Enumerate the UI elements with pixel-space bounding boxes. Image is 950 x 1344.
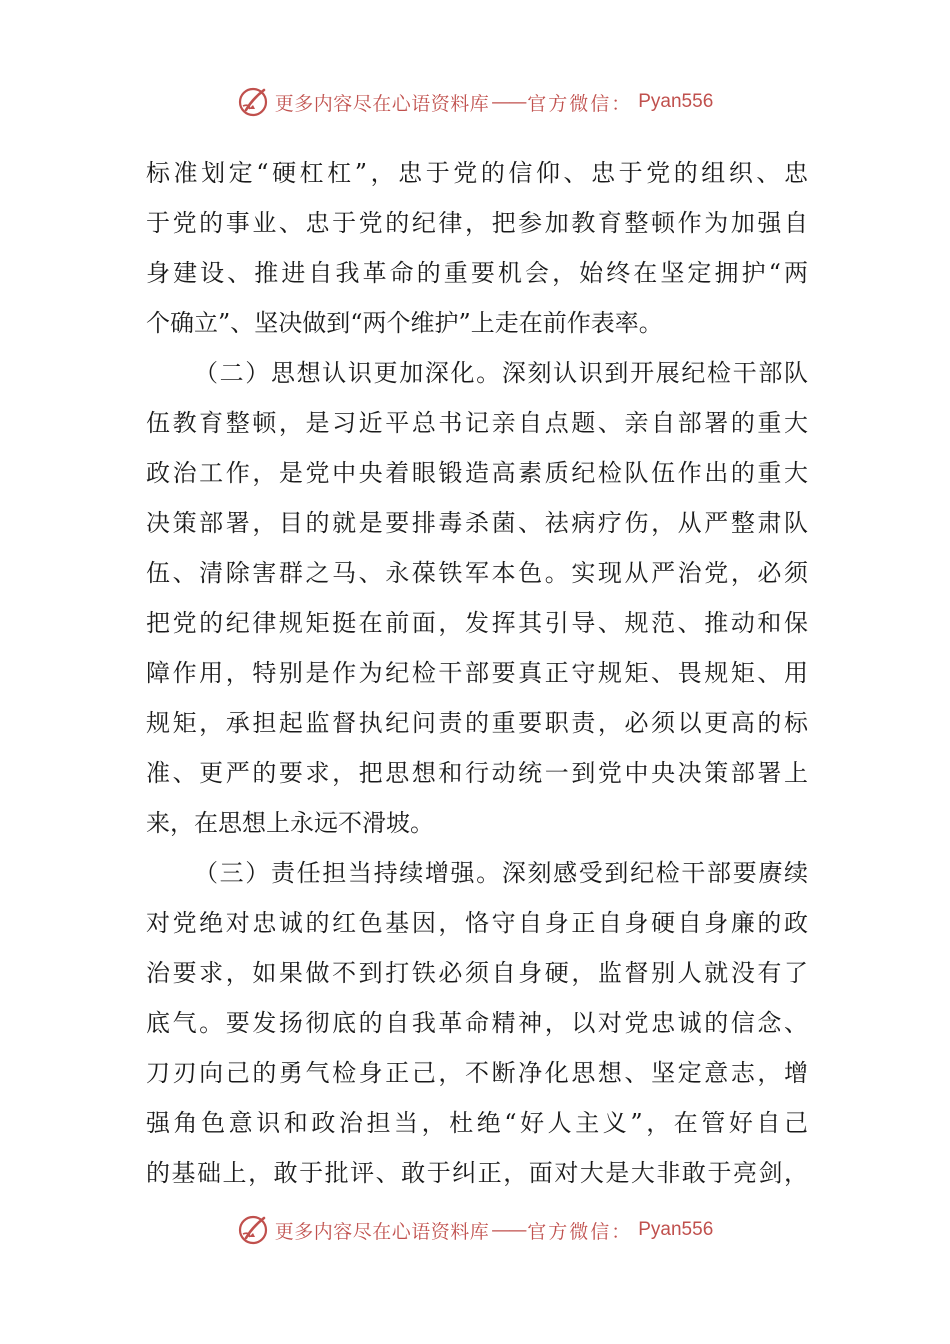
text-line: 标准划定“硬杠杠”，忠于党的信仰、忠于党的组织、忠 <box>146 159 808 187</box>
text-line: 规矩，承担起监督执纪问责的重要职责，必须以更高的标 <box>146 709 808 737</box>
text-line: 底气。要发扬彻底的自我革命精神，以对党忠诚的信念、 <box>146 1009 808 1037</box>
banner-site-text: 更多内容尽在心语资料库 <box>274 92 490 115</box>
text-line: 身建设、推进自我革命的重要机会，始终在坚定拥护“两 <box>146 259 808 287</box>
text-line: 对党绝对忠诚的红色基因，恪守自身正自身硬自身廉的政 <box>146 909 808 937</box>
text-line: 个确立”、坚决做到“两个维护”上走在前作表率。 <box>146 309 663 337</box>
text-line: 伍、清除害群之马、永葆铁军本色。实现从严治党，必须 <box>146 559 808 587</box>
paragraph-heading-line: （三）责任担当持续增强。深刻感受到纪检干部要赓续 <box>194 859 808 887</box>
text-line: 决策部署，目的就是要排毒杀菌、祛病疗伤，从严整肃队 <box>146 509 808 537</box>
banner-wechat-label: 官方微信： <box>527 92 633 115</box>
banner-wechat-id: Pyan556 <box>638 1219 714 1240</box>
text-line: 强角色意识和政治担当，杜绝“好人主义”，在管好自己 <box>146 1109 808 1137</box>
banner-wechat-id: Pyan556 <box>638 91 714 112</box>
footer-banner <box>0 1210 950 1250</box>
text-line: 刀刃向己的勇气检身正己，不断净化思想、坚定意志，增 <box>146 1059 808 1087</box>
text-line: 的基础上，敢于批评、敢于纠正，面对大是大非敢于亮剑， <box>146 1159 808 1187</box>
document-body <box>146 148 808 1198</box>
banner-site-text: 更多内容尽在心语资料库 <box>274 1220 490 1243</box>
text-line: 准、更严的要求，把思想和行动统一到党中央决策部署上 <box>146 759 808 787</box>
paragraph-heading-line: （二）思想认识更加深化。深刻认识到开展纪检干部队 <box>194 359 808 387</box>
header-banner <box>0 82 950 122</box>
text-line: 政治工作，是党中央着眼锻造高素质纪检队伍作出的重大 <box>146 459 808 487</box>
text-line: 治要求，如果做不到打铁必须自身硬，监督别人就没有了 <box>146 959 808 987</box>
pen-logo-icon <box>237 85 271 119</box>
pen-logo-icon <box>237 1213 271 1247</box>
text-line: 把党的纪律规矩挺在前面，发挥其引导、规范、推动和保 <box>146 609 808 637</box>
banner-wechat-label: 官方微信： <box>527 1220 633 1243</box>
text-line: 来，在思想上永远不滑坡。 <box>146 809 434 837</box>
text-line: 障作用，特别是作为纪检干部要真正守规矩、畏规矩、用 <box>146 659 808 687</box>
banner-separator: —— <box>491 91 526 113</box>
text-line: 伍教育整顿，是习近平总书记亲自点题、亲自部署的重大 <box>146 409 808 437</box>
text-line: 于党的事业、忠于党的纪律，把参加教育整顿作为加强自 <box>146 209 808 237</box>
banner-separator: —— <box>491 1219 526 1241</box>
